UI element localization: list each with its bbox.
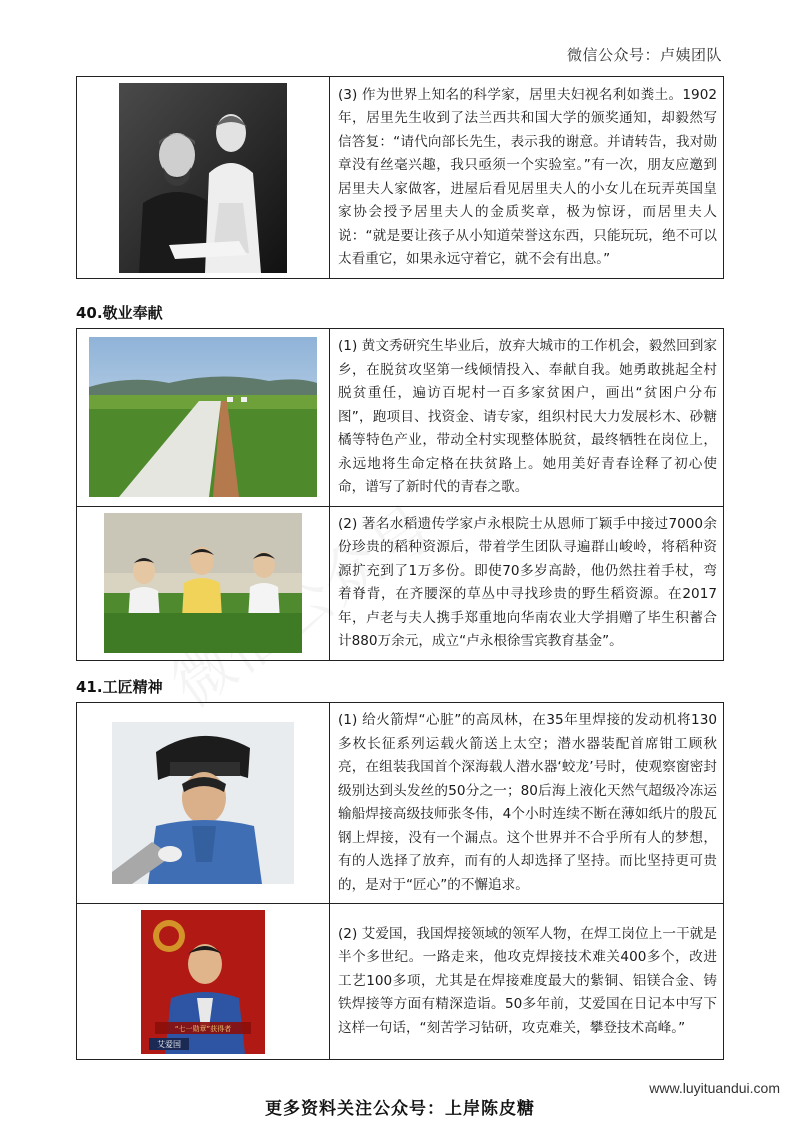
curie-couple-photo xyxy=(119,83,287,273)
ai-aiguo-photo-cell xyxy=(77,904,330,1060)
footer-cta: 更多资料关注公众号：上岸陈皮糖 xyxy=(265,1099,535,1119)
welder-photo-cell xyxy=(77,703,330,904)
section-40-table xyxy=(76,328,724,661)
footer-url: www.luyituandui.com xyxy=(649,1080,780,1096)
section-41-table xyxy=(76,702,724,1060)
section-title-40: 40.敬业奉献 xyxy=(76,304,163,322)
section-title-41: 41.工匠精神 xyxy=(76,678,163,696)
person-name-tag: 艾爱国 xyxy=(157,1039,181,1049)
ai-aiguo-photo xyxy=(141,910,265,1054)
curie-photo-cell xyxy=(77,77,330,279)
village-photo-cell xyxy=(77,329,330,507)
curie-text: (3) 作为世界上知名的科学家，居里夫妇视名利如粪土。1902年，居里先生收到了法兰西共和国大学的颁奖通知，却毅然写信答复：“请代向部长先生，表示我的谢意。并请转告，我对勋章没有丝毫兴趣，我只亟须一个实验室。”有一次，朋友应邀到居里夫人家做客，进屋后看见居里夫人的小女儿在玩弄英国皇家协会授予居里夫人的金质奖章，极为惊讶，而居里夫人说：“就是要让孩子从小知道荣誉这东西，只能玩玩，绝不可以太看重它，如果永远守着它，就不会有出息。” xyxy=(330,77,724,279)
rice-field-photo-cell xyxy=(77,506,330,660)
header-account: 微信公众号：卢姨团队 xyxy=(566,46,722,64)
lu-yonggen-text: (2) 著名水稻遗传学家卢永根院士从恩师丁颖手中接过7000余份珍贵的稻种资源后，带着学生团队寻遍群山峻岭，将稻种资源扩充到了1万多份。即使70多岁高龄，他仍然拄着手杖，弯着脊背，在齐腰深的草丛中寻找珍贵的野生稻资源。在2017年，卢老与夫人携手郑重地向华南农业大学捐赠了毕生积蓄合计880万余元，成立“卢永根徐雪宾教育基金”。 xyxy=(330,506,724,660)
village-road-photo xyxy=(89,337,317,497)
welder-gao-fenglin-photo xyxy=(112,722,294,884)
rice-researchers-photo xyxy=(104,513,302,653)
curie-card xyxy=(76,76,724,279)
huang-wenxiu-text: (1) 黄文秀研究生毕业后，放弃大城市的工作机会，毅然回到家乡，在脱贫攻坚第一线倾情投入、奉献自我。她勇敢挑起全村脱贫重任，遍访百坭村一百多家贫困户，画出“贫困户分布图”，跑项目、找资金、请专家，组织村民大力发展杉木、砂糖橘等特色产业，带动全村实现整体脱贫，最终牺牲在岗位上，永远地将生命定格在扶贫路上。她用美好青春诠释了初心使命，谱写了新时代的青春之歌。 xyxy=(330,329,724,507)
ai-aiguo-text: (2) 艾爱国，我国焊接领域的领军人物，在焊工岗位上一干就是半个多世纪。一路走来，他攻克焊接技术难关400多个，改进工艺100多项，尤其是在焊接难度最大的紫铜、铝镁合金、铸铁焊接等方面有精深造诣。50多年前，艾爱国在日记本中写下这样一句话，“刻苦学习钻研，攻克难关，攀登技术高峰。” xyxy=(330,904,724,1060)
medal-caption: “七一勋章”获得者 xyxy=(174,1024,232,1033)
craftsman-text-1: (1) 给火箭焊“心脏”的高凤林，在35年里焊接的发动机将130多枚长征系列运载火箭送上太空；潜水器装配首席钳工顾秋亮，在组装我国首个深海载人潜水器‘蛟龙’号时，使观察窗密封级别达到头发丝的50分之一；80后海上液化天然气超级冷冻运输船焊接高级技师张冬伟，4个小时连续不断在薄如纸片的殷瓦钢上焊接，没有一个漏点。这个世界并不合乎所有人的梦想，有的人选择了放弃，而有的人却选择了坚持。而比坚持更可贵的，是对于“匠心”的不懈追求。 xyxy=(330,703,724,904)
